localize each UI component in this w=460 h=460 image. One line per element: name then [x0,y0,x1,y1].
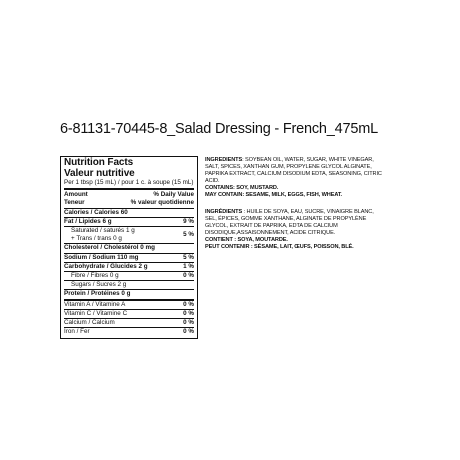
vitamin-c-dv: 0 % [183,309,194,317]
protein-row [64,290,194,300]
iron-row [64,328,194,336]
teneur-label: Teneur [64,199,85,207]
fibre-row [64,272,194,281]
sugars-label: Sugars / Sucres 2 g [71,281,127,289]
serving-size: Per 1 tbsp (15 mL) / pour 1 c. à soupe (15 mL) [64,179,194,190]
sugars-row [64,281,194,290]
fat-row [64,218,194,227]
calcium-label: Calcium / Calcium [64,319,115,327]
vitamin-c-row [64,310,194,319]
carbohydrate-label: Carbohydrate / Glucides 2 g [64,262,148,270]
nutrition-facts-panel [60,156,198,339]
trans-label: + Trans / trans 0 g [71,235,122,243]
iron-label: Iron / Fer [64,328,90,336]
iron-dv: 0 % [183,328,194,336]
sodium-row [64,254,194,263]
cholesterol-row [64,244,194,253]
saturated-label: Saturated / saturés 1 g [71,227,135,235]
contains-fr: CONTIENT : SOYA, MOUTARDE. [205,237,288,243]
calcium-row [64,319,194,328]
carbohydrate-row [64,263,194,272]
carbohydrate-dv: 1 % [183,262,194,270]
vitamin-a-label: Vitamin A / Vitamine A [64,300,126,308]
ingredients-fr-text: : HUILE DE SOYA, EAU, SUCRE, VINAIGRE BLANC, SEL, ÉPICES, GOMME XANTHANE, ALGINATE DE PROPYLÈNE GLYCOL, EXTRAIT DE PAPRIKA, EDTA DE CALCIUM DISODIQUE,ASSAISONNEMENT, ACIDE CITRIQUE. [205,209,374,236]
cholesterol-label: Cholesterol / Cholestérol 0 mg [64,244,155,252]
vitamin-c-label: Vitamin C / Vitamine C [64,309,128,317]
saturated-trans-group [64,227,194,244]
nutrition-heading-en: Nutrition Facts [64,157,134,168]
nutrition-heading-fr: Valeur nutritive [64,167,135,179]
protein-label: Protein / Protéines 0 g [64,290,131,298]
amount-label: Amount [64,191,88,199]
fat-dv: 9 % [183,217,194,225]
amount-header-row [64,191,194,199]
contains-en: CONTAINS: SOY, MUSTARD. [205,185,279,191]
fat-label: Fat / Lipides 6 g [64,217,112,225]
ingredients-english [205,157,385,199]
fibre-dv: 0 % [183,272,194,280]
valeur-quotidienne-label: % valeur quotidienne [130,199,194,207]
fibre-label: Fibre / Fibres 0 g [71,272,119,280]
teneur-header-row [64,199,194,208]
ingredients-french [205,209,385,251]
ingredients-en-label: INGREDIENTS [205,157,243,163]
ingredients-en-text: : SOYBEAN OIL, WATER, SUGAR, WHITE VINEGAR, SALT, SPICES, XANTHAN GUM, PROPYLENE GLYCOL ALGINATE, PAPRIKA EXTRACT, CALCIUM DISODIUM EDTA, SEASONING, CITRIC ACID. [205,157,382,184]
daily-value-label: % Daily Value [153,191,194,199]
ingredients-fr-label: INGRÉDIENTS [205,209,243,215]
saturated-trans-dv: 5 % [183,231,194,239]
ingredients-en-paragraph [205,157,385,185]
vitamin-a-row [64,301,194,310]
calories-label: Calories / Calories 60 [64,208,128,216]
may-contain-en: MAY CONTAIN: SESAME, MILK, EGGS, FISH, WHEAT. [205,192,343,198]
sodium-label: Sodium / Sodium 110 mg [64,253,139,261]
ingredients-fr-paragraph [205,209,385,237]
calcium-dv: 0 % [183,319,194,327]
page-title: 6-81131-70445-8_Salad Dressing - French_475mL [60,121,378,137]
may-contain-fr: PEUT CONTENIR : SÉSAME, LAIT, ŒUFS, POISSON, BLÉ. [205,244,354,250]
sodium-dv: 5 % [183,253,194,261]
calories-row [64,209,194,218]
vitamin-a-dv: 0 % [183,300,194,308]
